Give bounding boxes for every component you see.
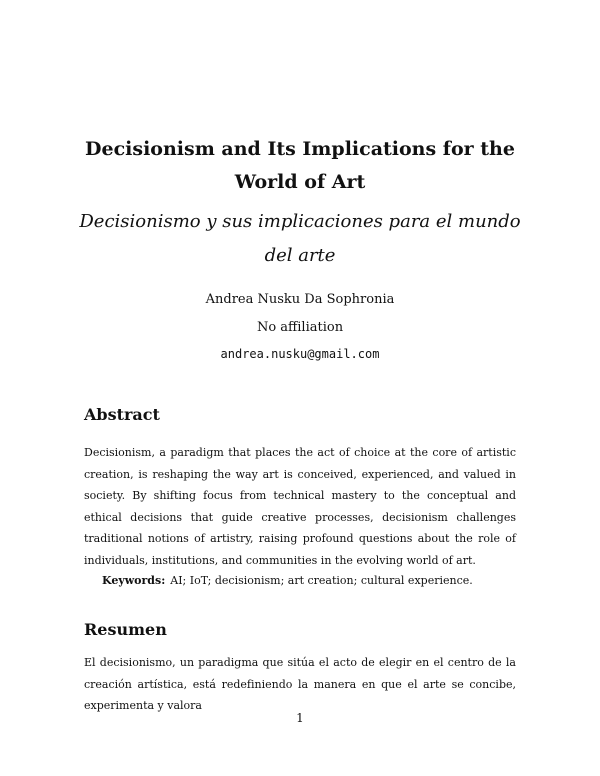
keywords-label: Keywords: (102, 574, 166, 587)
title-line-1: Decisionism and Its Implications for the (85, 138, 515, 160)
title-line-2: World of Art (234, 171, 366, 193)
resumen-text: El decisionismo, un paradigma que sitúa el acto de elegir en el centro de la creación artística, está redefiniendo la manera en que el arte se concibe, experimenta y valora (84, 656, 516, 712)
paper-subtitle (70, 205, 530, 273)
resumen-heading: Resumen (84, 620, 167, 639)
subtitle-line-2: del arte (264, 245, 336, 266)
page-number: 1 (296, 711, 304, 725)
abstract-heading: Abstract (84, 405, 160, 424)
subtitle-line-1: Decisionismo y sus implicaciones para el mundo (79, 211, 521, 232)
author-email: andrea.nusku@gmail.com (220, 347, 380, 361)
author-affiliation: No affiliation (256, 320, 344, 335)
author-name: Andrea Nusku Da Sophronia (205, 292, 395, 307)
paper-title (60, 133, 540, 199)
keywords-list: AI; IoT; decisionism; art creation; cultural experience. (170, 574, 473, 587)
keywords-line (102, 570, 473, 591)
abstract-text: Decisionism, a paradigm that places the act of choice at the core of artistic creation, is reshaping the way art is conceived, experienced, and valued in society. By shifting focus from technical mastery to the conceptual and ethical decisions that guide creative processes, decisionism challenges traditional notions of artistry, raising profound questions about the role of individuals, institutions, and communities in the evolving world of art. (84, 446, 516, 567)
